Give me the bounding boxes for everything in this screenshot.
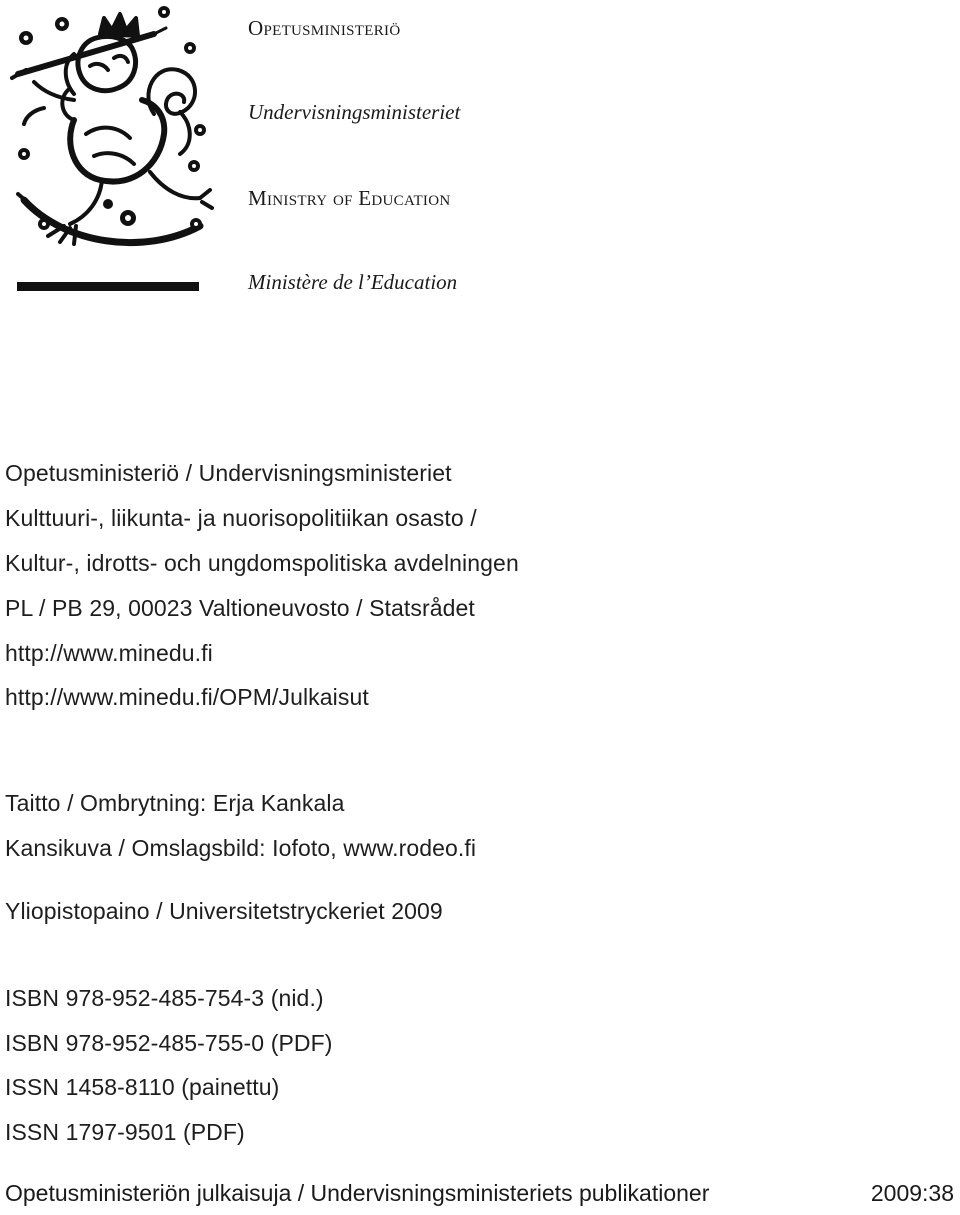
printer-credit: Yliopistopaino / Universitetstryckeriet 2009 bbox=[5, 898, 443, 924]
address-line-department-sv: Kultur-, idrotts- och ungdomspolitiska avdelningen bbox=[5, 550, 519, 576]
ministry-name-finnish: Opetusministeriö bbox=[248, 16, 401, 40]
finnish-lion-coat-of-arms-icon bbox=[4, 4, 214, 260]
series-title: Opetusministeriön julkaisuja / Undervisningsministeriets publikationer bbox=[5, 1180, 710, 1206]
address-line-ministry: Opetusministeriö / Undervisningsministeriet bbox=[5, 460, 452, 486]
cover-image-credit: Kansikuva / Omslagsbild: Iofoto, www.rodeo.fi bbox=[5, 835, 477, 861]
ministry-name-swedish: Undervisningsministeriet bbox=[248, 100, 461, 124]
emblem-divider-bar bbox=[17, 282, 199, 291]
ministry-name-english: Ministry of Education bbox=[248, 186, 451, 210]
series-number: 2009:38 bbox=[870, 1180, 954, 1206]
layout-credit: Taitto / Ombrytning: Erja Kankala bbox=[5, 790, 345, 816]
publication-series-footer bbox=[5, 1180, 954, 1207]
publications-website-link[interactable]: http://www.minedu.fi/OPM/Julkaisut bbox=[5, 684, 369, 710]
issn-pdf: ISSN 1797-9501 (PDF) bbox=[5, 1119, 245, 1145]
isbn-pdf: ISBN 978-952-485-755-0 (PDF) bbox=[5, 1030, 333, 1056]
ministry-website-link[interactable]: http://www.minedu.fi bbox=[5, 640, 213, 666]
ministry-name-french: Ministère de l’Education bbox=[248, 270, 458, 294]
address-line-postal: PL / PB 29, 00023 Valtioneuvosto / Statsrådet bbox=[5, 595, 475, 621]
isbn-print: ISBN 978-952-485-754-3 (nid.) bbox=[5, 985, 324, 1011]
issn-print: ISSN 1458-8110 (painettu) bbox=[5, 1074, 280, 1100]
address-line-department-fi: Kulttuuri-, liikunta- ja nuorisopolitiikan osasto / bbox=[5, 505, 477, 531]
